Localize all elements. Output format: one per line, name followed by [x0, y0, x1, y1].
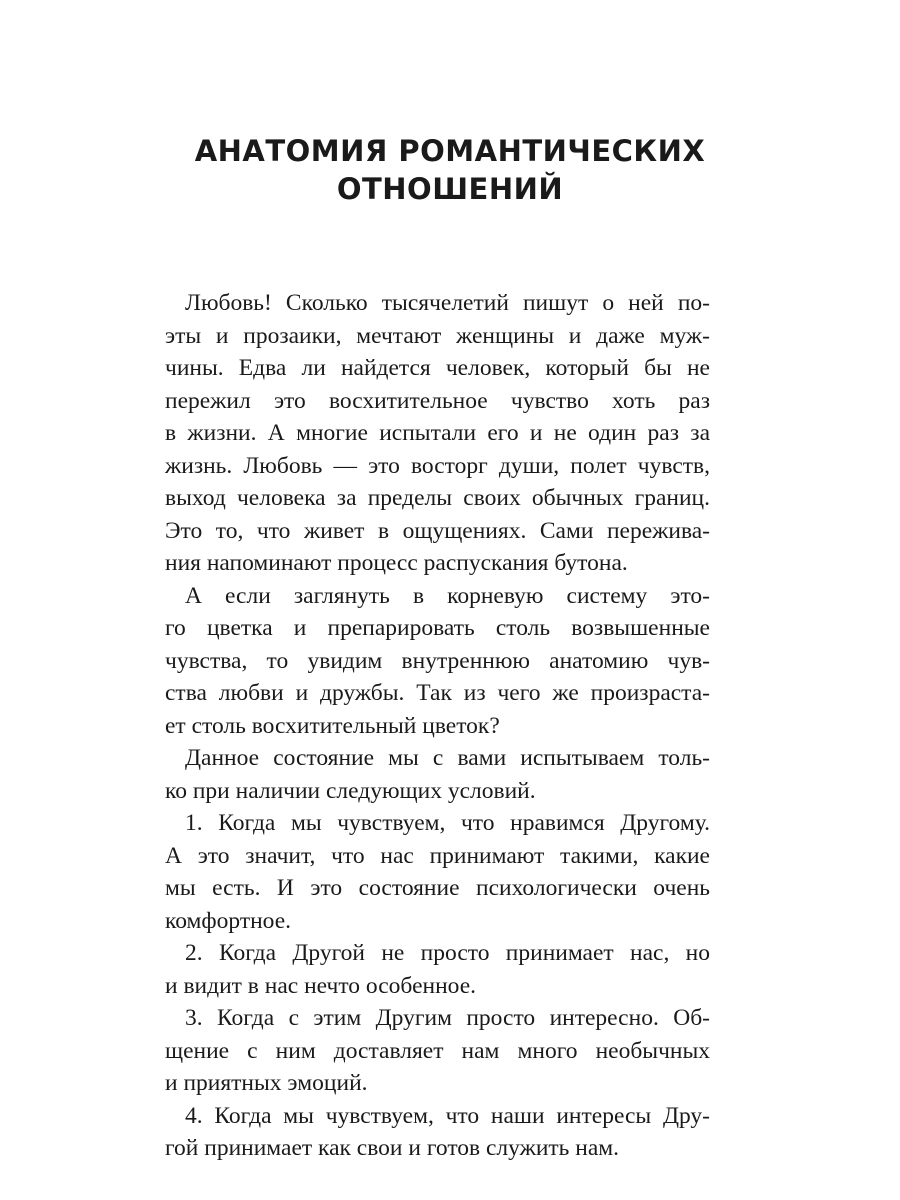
text-line: и видит в нас нечто особенное. — [165, 972, 476, 999]
text-line: мы есть. И это состояние психологически очень — [165, 875, 710, 901]
text-line: А это значит, что нас принимают такими, какие — [165, 842, 710, 869]
text-line: чины. Едва ли найдется человек, который бы не — [165, 355, 710, 381]
list-item — [165, 807, 710, 937]
text-line: в жизни. А многие испытали его и не один раз за — [165, 420, 710, 446]
text-line: 4. Когда мы чувствуем, что наши интересы Дру- — [185, 1102, 710, 1129]
paragraph — [165, 742, 710, 807]
text-line: чувства, то увидим внутреннюю анатомию чув- — [165, 647, 710, 674]
text-line: эты и прозаики, мечтают женщины и даже муж- — [165, 322, 710, 349]
text-line: 2. Когда Другой не просто принимает нас, но — [185, 940, 710, 966]
text-line: Любовь! Сколько тысячелетий пишут о ней по- — [185, 290, 710, 316]
text-line: 1. Когда мы чувствуем, что нравимся Другому. — [185, 810, 710, 836]
paragraph — [165, 287, 710, 580]
list-item — [165, 1002, 710, 1100]
text-line: 3. Когда с этим Другим просто интересно. Об- — [185, 1005, 710, 1031]
text-line: ства любви и дружбы. Так из чего же произраста- — [165, 680, 710, 706]
text-line: Данное состояние мы с вами испытываем толь- — [185, 745, 710, 771]
text-line: А если заглянуть в корневую систему это- — [185, 582, 710, 609]
list-item — [165, 1100, 710, 1165]
text-line: ко при наличии следующих условий. — [165, 777, 536, 804]
chapter-title-line-1: АНАТОМИЯ РОМАНТИЧЕСКИХ — [194, 134, 706, 168]
text-line: и приятных эмоций. — [165, 1070, 368, 1096]
text-line: щение с ним доставляет нам много необычных — [165, 1037, 710, 1064]
paragraph — [165, 580, 710, 743]
text-line: ет столь восхитительный цветок? — [165, 712, 500, 739]
text-line: Это то, что живет в ощущениях. Сами пережива- — [165, 517, 710, 544]
text-line: го цветка и препарировать столь возвышенные — [165, 615, 710, 641]
text-line: комфортное. — [165, 907, 292, 934]
text-line: жизнь. Любовь — это восторг души, полет чувств, — [165, 452, 710, 479]
text-line: пережил это восхитительное чувство хоть раз — [165, 387, 710, 414]
text-line: выход человека за пределы своих обычных границ. — [165, 485, 710, 511]
text-line: гой принимает как свои и готов служить нам. — [165, 1135, 620, 1161]
chapter-title-line-2: ОТНОШЕНИЙ — [336, 172, 564, 206]
chapter-title — [0, 132, 900, 208]
body-text — [165, 287, 710, 1165]
text-line: ния напоминают процесс распускания бутона. — [165, 550, 628, 576]
list-item — [165, 937, 710, 1002]
